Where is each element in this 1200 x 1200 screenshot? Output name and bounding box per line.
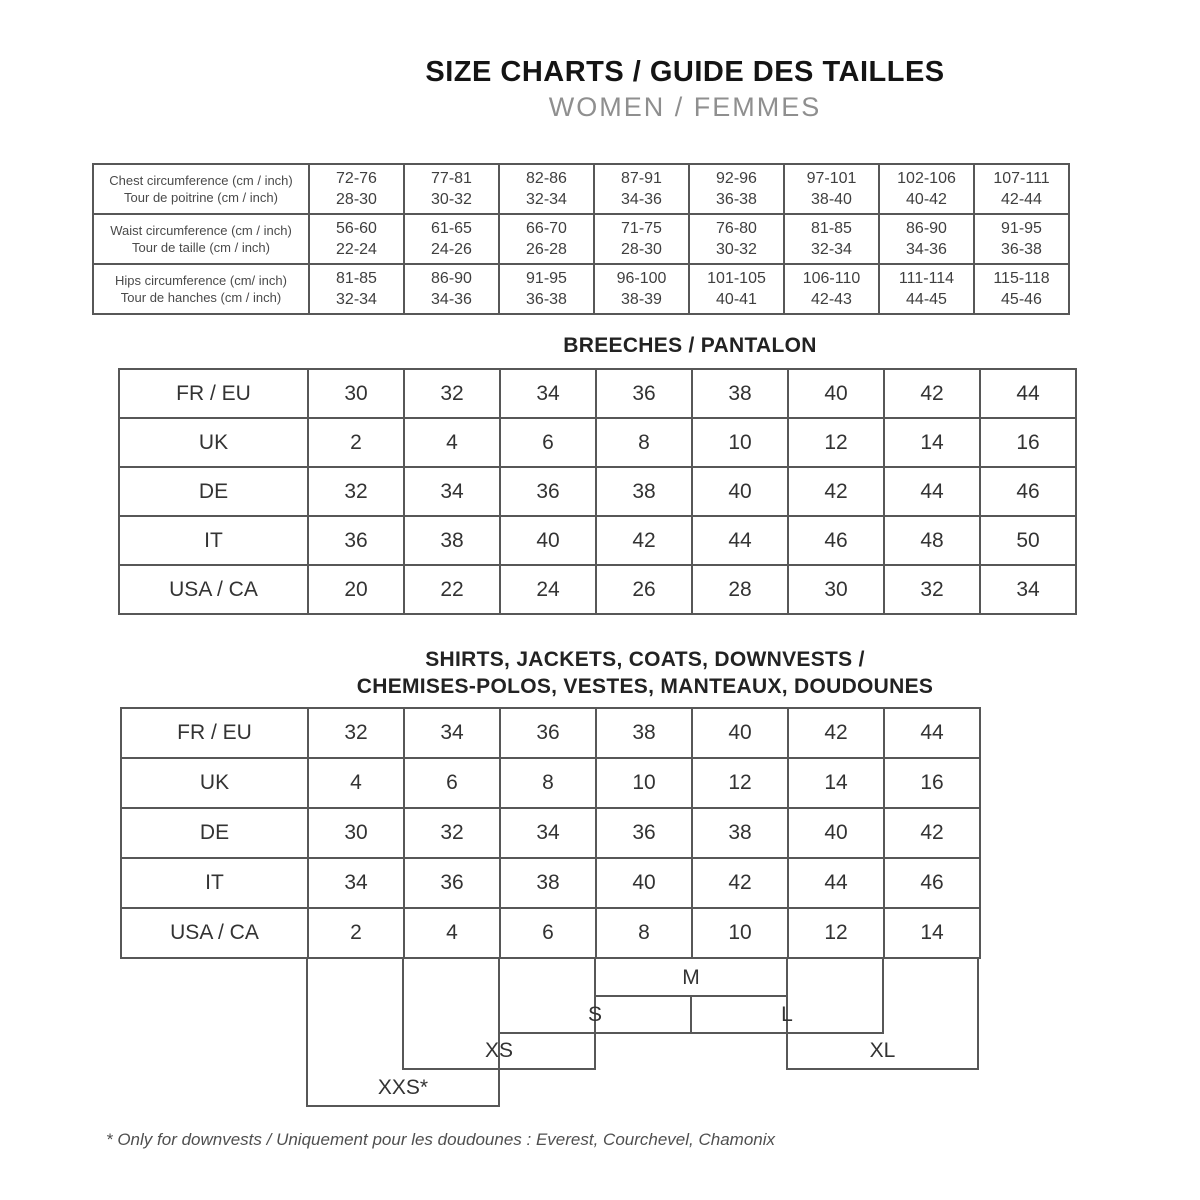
footnote: * Only for downvests / Uniquement pour les doudounes : Everest, Courchevel, Chamonix [106, 1130, 776, 1149]
inch-value: 34-36 [906, 241, 947, 258]
cm-value: 77-81 [431, 170, 472, 187]
inch-value: 30-32 [431, 191, 472, 208]
bracket-line-xxs-bottom [306, 1105, 500, 1107]
page-title: SIZE CHARTS / GUIDE DES TAILLES [425, 56, 945, 88]
size-label-m: M [682, 966, 700, 989]
size-cell: 32 [404, 369, 500, 418]
cm-value: 82-86 [526, 170, 567, 187]
inch-value: 32-34 [336, 291, 377, 308]
size-cell: 36 [500, 708, 596, 758]
cm-value: 107-111 [993, 170, 1050, 187]
size-cell: 36 [404, 858, 500, 908]
cm-value: 61-65 [431, 220, 472, 237]
size-cell: 34 [404, 708, 500, 758]
size-cell: 10 [692, 418, 788, 467]
row-label: DE [119, 467, 308, 516]
size-cell: 2 [308, 418, 404, 467]
inch-value: 40-41 [716, 291, 757, 308]
measurement-cell [974, 214, 1069, 264]
page-subtitle: WOMEN / FEMMES [548, 92, 822, 122]
size-label-l: L [781, 1003, 793, 1026]
size-cell: 4 [308, 758, 404, 808]
table-row [93, 264, 1069, 314]
cm-value: 87-91 [621, 170, 662, 187]
size-cell: 40 [692, 708, 788, 758]
size-cell: 44 [884, 467, 980, 516]
size-cell: 44 [788, 858, 884, 908]
size-cell: 14 [884, 418, 980, 467]
size-cell: 10 [692, 908, 788, 958]
size-cell: 14 [788, 758, 884, 808]
inch-value: 36-38 [1001, 241, 1042, 258]
measurement-cell [784, 164, 879, 214]
inch-value: 32-34 [526, 191, 567, 208]
size-cell: 36 [500, 467, 596, 516]
size-label-xs: XS [484, 1039, 513, 1062]
measurement-cell [309, 164, 404, 214]
size-cell: 42 [692, 858, 788, 908]
size-cell: 42 [884, 369, 980, 418]
size-cell: 32 [404, 808, 500, 858]
size-cell: 28 [692, 565, 788, 614]
table-row [119, 516, 1076, 565]
row-label-chest [93, 164, 309, 214]
size-cell: 44 [884, 708, 980, 758]
size-cell: 38 [692, 808, 788, 858]
measurement-cell [404, 214, 499, 264]
cm-value: 81-85 [336, 270, 377, 287]
bracket-line-xs-bottom [402, 1068, 596, 1070]
row-label: UK [121, 758, 308, 808]
measurement-cell [879, 214, 974, 264]
measurement-cell [974, 264, 1069, 314]
size-cell: 16 [980, 418, 1076, 467]
size-cell: 48 [884, 516, 980, 565]
inch-value: 34-36 [621, 191, 662, 208]
size-cell: 30 [308, 369, 404, 418]
cm-value: 96-100 [616, 270, 667, 287]
size-cell: 32 [308, 467, 404, 516]
measurement-cell [499, 164, 594, 214]
size-cell: 10 [596, 758, 692, 808]
cm-value: 72-76 [336, 170, 377, 187]
size-cell: 38 [404, 516, 500, 565]
cm-value: 92-96 [716, 170, 757, 187]
measurement-cell [784, 214, 879, 264]
size-cell: 34 [404, 467, 500, 516]
table-row [93, 164, 1069, 214]
row-label: IT [121, 858, 308, 908]
size-label-xxs: XXS* [377, 1076, 429, 1099]
size-label-s: S [587, 1003, 602, 1026]
measurement-cell [499, 214, 594, 264]
table-row [121, 808, 980, 858]
inch-value: 30-32 [716, 241, 757, 258]
size-cell: 36 [596, 808, 692, 858]
inch-value: 32-34 [811, 241, 852, 258]
size-cell: 12 [788, 908, 884, 958]
size-cell: 46 [884, 858, 980, 908]
row-label: FR / EU [119, 369, 308, 418]
size-cell: 8 [596, 418, 692, 467]
cm-value: 102-106 [897, 170, 956, 187]
inch-value: 42-43 [811, 291, 852, 308]
table-row [119, 418, 1076, 467]
measurement-cell [594, 164, 689, 214]
table-row [93, 214, 1069, 264]
size-cell: 22 [404, 565, 500, 614]
inch-value: 44-45 [906, 291, 947, 308]
row-label-waist [93, 214, 309, 264]
size-cell: 8 [500, 758, 596, 808]
size-cell: 44 [692, 516, 788, 565]
cm-value: 115-118 [993, 270, 1050, 287]
size-cell: 30 [308, 808, 404, 858]
size-cell: 42 [596, 516, 692, 565]
size-cell: 12 [692, 758, 788, 808]
size-cell: 30 [788, 565, 884, 614]
row-label: DE [121, 808, 308, 858]
size-label-xl: XL [869, 1039, 896, 1062]
breeches-heading: BREECHES / PANTALON [563, 334, 817, 357]
measurement-cell [689, 264, 784, 314]
size-cell: 44 [980, 369, 1076, 418]
cm-value: 56-60 [336, 220, 377, 237]
cm-value: 86-90 [431, 270, 472, 287]
table-row [121, 858, 980, 908]
measurement-cell [879, 264, 974, 314]
inch-value: 40-42 [906, 191, 947, 208]
inch-value: 45-46 [1001, 291, 1042, 308]
row-label-fr: Tour de hanches (cm / inch) [120, 290, 282, 305]
size-cell: 40 [596, 858, 692, 908]
breeches-table [118, 368, 1077, 615]
cm-value: 91-95 [526, 270, 567, 287]
bracket-line-s-l-bottom [498, 1032, 884, 1034]
shirts-table [120, 707, 981, 959]
size-cell: 42 [788, 467, 884, 516]
cm-value: 91-95 [1001, 220, 1042, 237]
row-label: USA / CA [119, 565, 308, 614]
measurement-cell [404, 264, 499, 314]
size-cell: 32 [884, 565, 980, 614]
size-cell: 46 [788, 516, 884, 565]
inch-value: 24-26 [431, 241, 472, 258]
size-cell: 34 [500, 369, 596, 418]
table-row [121, 708, 980, 758]
bracket-line-xl-bottom [786, 1068, 979, 1070]
size-cell: 40 [500, 516, 596, 565]
cm-value: 101-105 [707, 270, 766, 287]
inch-value: 36-38 [716, 191, 757, 208]
inch-value: 26-28 [526, 241, 567, 258]
row-label: IT [119, 516, 308, 565]
size-cell: 34 [308, 858, 404, 908]
table-row [121, 758, 980, 808]
table-row [119, 565, 1076, 614]
inch-value: 34-36 [431, 291, 472, 308]
row-label-en: Hips circumference (cm/ inch) [115, 273, 287, 288]
size-cell: 34 [500, 808, 596, 858]
measurement-cell [879, 164, 974, 214]
size-cell: 36 [308, 516, 404, 565]
size-cell: 36 [596, 369, 692, 418]
measurement-cell [309, 264, 404, 314]
shirts-heading [295, 646, 995, 700]
row-label-hips [93, 264, 309, 314]
shirts-heading-line1: SHIRTS, JACKETS, COATS, DOWNVESTS / [425, 648, 865, 671]
cm-value: 81-85 [811, 220, 852, 237]
row-label: FR / EU [121, 708, 308, 758]
cm-value: 71-75 [621, 220, 662, 237]
size-cell: 38 [596, 467, 692, 516]
row-label-en: Waist circumference (cm / inch) [110, 223, 292, 238]
size-cell: 42 [884, 808, 980, 858]
inch-value: 28-30 [336, 191, 377, 208]
measurements-table [92, 163, 1070, 315]
inch-value: 38-40 [811, 191, 852, 208]
size-cell: 38 [692, 369, 788, 418]
size-cell: 50 [980, 516, 1076, 565]
size-cell: 16 [884, 758, 980, 808]
measurement-cell [689, 164, 784, 214]
measurement-cell [404, 164, 499, 214]
size-cell: 6 [500, 418, 596, 467]
table-row [119, 369, 1076, 418]
size-cell: 40 [692, 467, 788, 516]
size-cell: 38 [500, 858, 596, 908]
size-cell: 46 [980, 467, 1076, 516]
row-label-fr: Tour de taille (cm / inch) [132, 240, 270, 255]
size-cell: 8 [596, 908, 692, 958]
inch-value: 38-39 [621, 291, 662, 308]
size-cell: 14 [884, 908, 980, 958]
cm-value: 111-114 [898, 270, 955, 287]
measurement-cell [594, 264, 689, 314]
cm-value: 76-80 [716, 220, 757, 237]
size-cell: 42 [788, 708, 884, 758]
table-row [119, 467, 1076, 516]
measurement-cell [974, 164, 1069, 214]
measurement-cell [594, 214, 689, 264]
row-label: USA / CA [121, 908, 308, 958]
inch-value: 28-30 [621, 241, 662, 258]
size-cell: 20 [308, 565, 404, 614]
size-cell: 24 [500, 565, 596, 614]
cm-value: 106-110 [802, 270, 861, 287]
row-label-en: Chest circumference (cm / inch) [109, 173, 293, 188]
size-cell: 6 [404, 758, 500, 808]
size-cell: 34 [980, 565, 1076, 614]
size-cell: 2 [308, 908, 404, 958]
cm-value: 66-70 [526, 220, 567, 237]
measurement-cell [689, 214, 784, 264]
inch-value: 42-44 [1001, 191, 1042, 208]
size-cell: 26 [596, 565, 692, 614]
row-label-fr: Tour de poitrine (cm / inch) [124, 190, 278, 205]
bracket-line-m-bottom [594, 995, 788, 997]
size-cell: 12 [788, 418, 884, 467]
measurement-cell [784, 264, 879, 314]
size-cell: 6 [500, 908, 596, 958]
shirts-heading-line2: CHEMISES-POLOS, VESTES, MANTEAUX, DOUDOUNES [356, 675, 934, 698]
size-cell: 40 [788, 808, 884, 858]
table-row [121, 908, 980, 958]
size-cell: 4 [404, 908, 500, 958]
size-cell: 4 [404, 418, 500, 467]
cm-value: 97-101 [806, 170, 857, 187]
inch-value: 36-38 [526, 291, 567, 308]
row-label: UK [119, 418, 308, 467]
measurement-cell [309, 214, 404, 264]
size-cell: 32 [308, 708, 404, 758]
size-cell: 38 [596, 708, 692, 758]
size-cell: 40 [788, 369, 884, 418]
measurement-cell [499, 264, 594, 314]
cm-value: 86-90 [906, 220, 947, 237]
inch-value: 22-24 [336, 241, 377, 258]
